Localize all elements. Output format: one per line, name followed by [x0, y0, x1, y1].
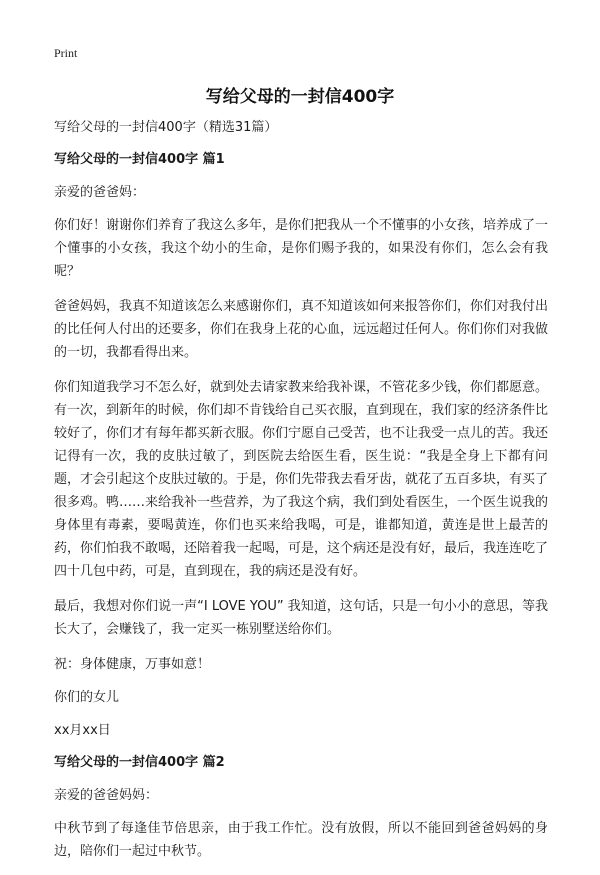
greeting-1: 亲爱的爸爸妈： [54, 185, 146, 200]
paragraph: 中秋节到了每逢佳节倍思亲，由于我工作忙。没有放假，所以不能回到爸爸妈妈的身边，陪你们一起过中秋节。 [54, 821, 548, 859]
paragraph: 爸爸妈妈，我真不知道该怎么来感谢你们，真不知道该如何来报答你们，你们对我付出的比任何人付出的还要多，你们在我身上花的心血，远远超过任何人。你们你们对我做的一切，我都看得出来。 [54, 299, 549, 360]
paragraph: 你们好！谢谢你们养育了我这么多年，是你们把我从一个不懂事的小女孩，培养成了一个懂事的小女孩，我这个幼小的生命，是你们赐予我的，如果没有你们，怎么会有我呢？ [54, 218, 549, 279]
section-heading-1: 写给父母的一封信400字 篇1 [54, 152, 225, 167]
letter-date: xx月xx日 [54, 723, 111, 738]
paragraph: 你们知道我学习不怎么好，就到处去请家教来给我补课，不管花多少钱，你们都愿意。有一次，到新年的时候，你们却不肯钱给自己买衣服，直到现在，我们家的经济条件比较好了，你们才有每年都买新衣服。你们宁愿自己受苦，也不让我受一点儿的苦。我还记得有一次，我的皮肤过敏了，到医院去给医生看，医生说：“我是全身上下都有问题，才会引起这个皮肤过敏的。于是，你们先带我去看牙齿，就花了五百多块，有买了很多鸡。鸭……来给我补一些营养，为了我这个病，我们到处看医生，一个医生说我的身体里有毒素，要喝黄连，你们也买来给我喝，可是，谁都知道，黄连是世上最苦的药，你们怕我不敢喝，还陪着我一起喝，可是，这个病还是没有好，最后，我连连吃了四十几包中药，可是，直到现在，我的病还是没有好。 [54, 380, 549, 579]
section-heading-2: 写给父母的一封信400字 篇2 [54, 755, 225, 770]
signature: 你们的女儿 [54, 690, 120, 705]
closing-wish: 祝：身体健康，万事如意！ [54, 657, 211, 672]
document-body [54, 116, 548, 875]
paragraph: 最后，我想对你们说一声“I LOVE YOU” 我知道，这句话，只是一句小小的意思，等我长大了，会赚钱了，我一定买一栋别墅送给你们。 [54, 599, 548, 637]
greeting-2: 亲爱的爸爸妈妈： [54, 788, 159, 803]
document-subtitle: 写给父母的一封信400字（精选31篇） [54, 120, 278, 135]
print-label: Print [54, 46, 78, 60]
document-title: 写给父母的一封信400字 [205, 87, 395, 107]
